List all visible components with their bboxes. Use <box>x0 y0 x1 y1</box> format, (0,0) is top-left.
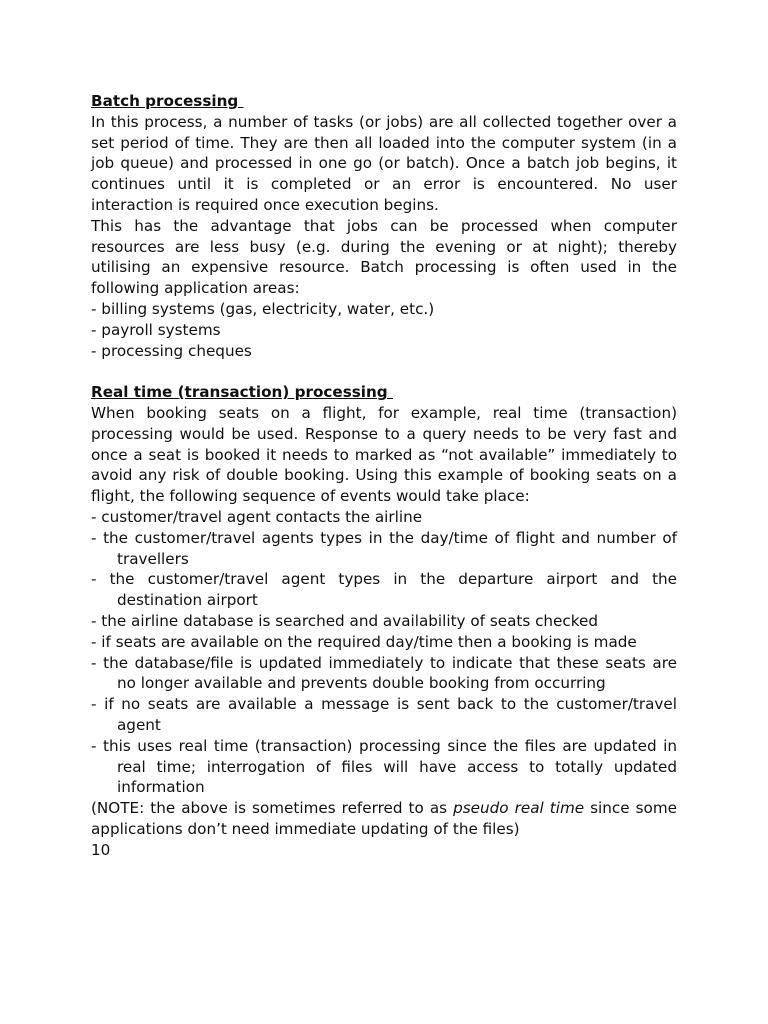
page-number: 10 <box>91 840 111 859</box>
real-time-processing-heading: Real time (transaction) processing <box>91 383 393 402</box>
list-item: - processing cheques <box>91 341 252 360</box>
list-item: - if no seats are available a message is sent back to the customer/travel agent <box>91 695 677 734</box>
note-italic-term: pseudo real time <box>453 799 585 818</box>
real-time-paragraph-1: When booking seats on a flight, for example, real time (transaction) processing would be used. Response to a query needs to be very fast and once a seat is booked it needs to marked as “not available” immediately to avoid any risk of double booking. Using this example of booking seats on a flight, the following sequence of events would take place: <box>91 403 677 506</box>
list-item: - customer/travel agent contacts the airline <box>91 507 423 526</box>
document-page <box>91 91 677 860</box>
list-item: - the database/file is updated immediately to indicate that these seats are no longer available and prevents double booking from occurring <box>91 653 677 693</box>
batch-applications-list <box>91 299 677 361</box>
note-text-start: (NOTE: the above is sometimes referred to as <box>91 799 454 818</box>
batch-paragraph-2: This has the advantage that jobs can be processed when computer resources are less busy (e.g. during the evening or at night); thereby utilising an expensive resource. Batch processing is often used in the following application areas: <box>91 216 677 298</box>
note-paragraph <box>91 798 677 840</box>
batch-processing-heading: Batch processing <box>91 92 244 110</box>
note-text-end: since some applications don’t need immediate updating of the files) <box>91 799 677 838</box>
list-item: - the customer/travel agents types in the day/time of flight and number of travellers <box>91 528 677 568</box>
list-item: - the customer/travel agent types in the departure airport and the destination airport <box>91 570 677 610</box>
real-time-sequence-list <box>91 507 677 798</box>
list-item: - payroll systems <box>91 320 221 339</box>
section-spacer <box>91 361 677 382</box>
list-item: - if seats are available on the required day/time then a booking is made <box>91 632 637 651</box>
list-item: - billing systems (gas, electricity, water, etc.) <box>91 299 435 318</box>
batch-paragraph-1: In this process, a number of tasks (or jobs) are all collected together over a set period of time. They are then all loaded into the computer system (in a job queue) and processed in one go (or batch). Once a batch job begins, it continues until it is completed or an error is encountered. No user interaction is required once execution begins. <box>91 112 677 214</box>
list-item: - this uses real time (transaction) processing since the files are updated in real time; interrogation of files will have access to totally updated information <box>91 736 677 797</box>
list-item: - the airline database is searched and availability of seats checked <box>91 611 598 630</box>
